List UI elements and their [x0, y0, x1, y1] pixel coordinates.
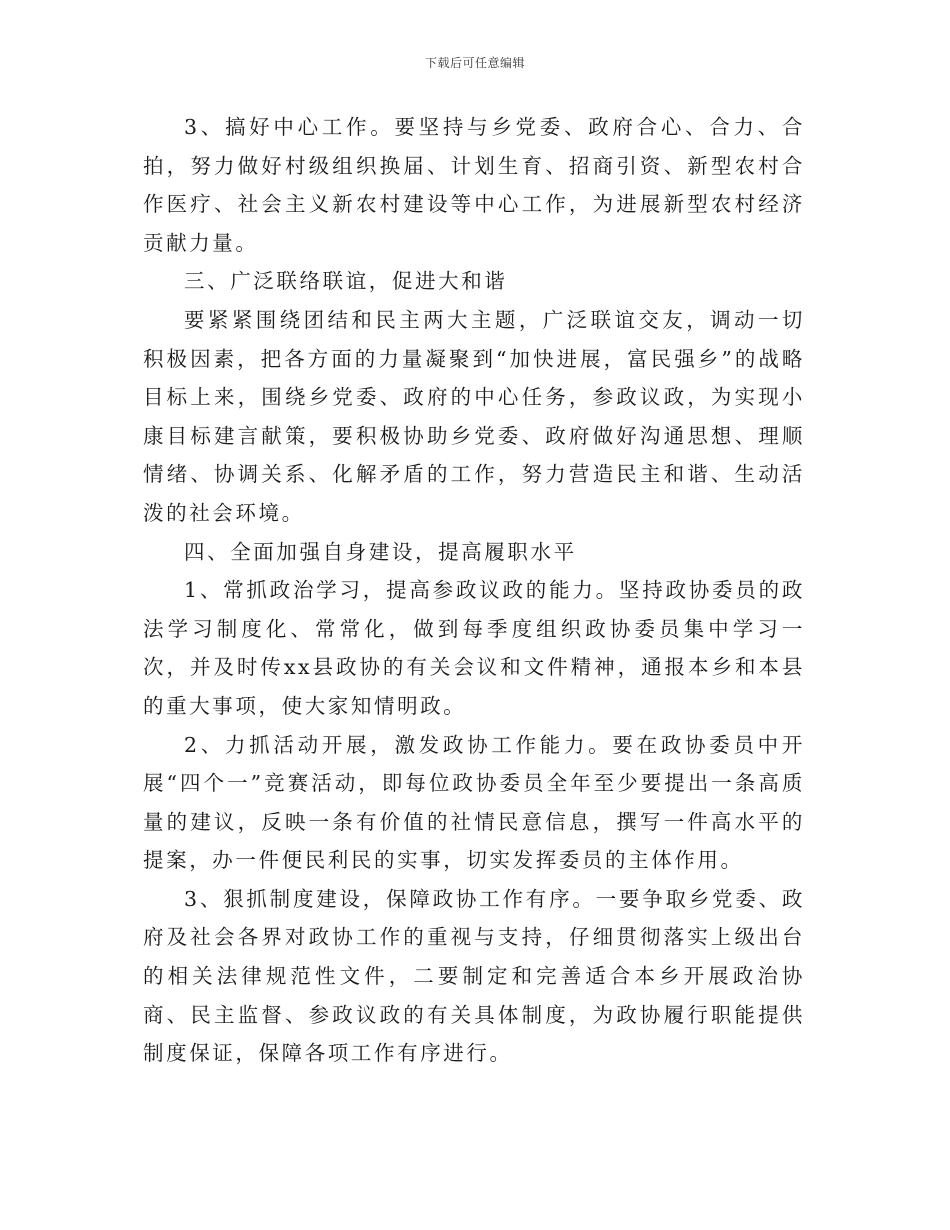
paragraph-center-work: 3、搞好中心工作。要坚持与乡党委、政府合心、合力、合拍，努力做好村级组织换届、计划生育、招商引资、新型农村合作医疗、社会主义新农村建设等中心工作，为进展新型农村经济贡献力量。: [143, 115, 805, 255]
paragraph-liaison: 要紧紧围绕团结和民主两大主题，广泛联谊交友，调动一切积极因素，把各方面的力量凝聚到“加快进展，富民强乡”的战略目标上来，围绕乡党委、政府的中心任务，参政议政，为实现小康目标建言献策，要积极协助乡党委、政府做好沟通思想、理顺情绪、协调关系、化解矛盾的工作，努力营造民主和谐、生动活泼的社会环境。: [143, 307, 805, 525]
paragraph-activities: 2、力抓活动开展，激发政协工作能力。要在政协委员中开展“四个一”竞赛活动，即每位政协委员全年至少要提出一条高质量的建议，反映一条有价值的社情民意信息，撰写一件高水平的提案，办一件便民利民的实事，切实发挥委员的主体作用。: [143, 732, 805, 873]
section-heading-liaison: 三、广泛联络联谊，促进大和谐: [184, 269, 508, 294]
paragraph-political-study: 1、常抓政治学习，提高参政议政的能力。坚持政协委员的政法学习制度化、常常化，做到每季度组织政协委员集中学习一次，并及时传xx县政协的有关会议和文件精神，通报本乡和本县的重大事项，使大家知情明政。: [143, 578, 805, 718]
section-heading-self-building: 四、全面加强自身建设，提高履职水平: [184, 539, 577, 564]
page-header: 下载后可任意编辑: [424, 56, 525, 70]
document-body: [143, 108, 805, 1073]
paragraph-system-building: 3、狠抓制度建设，保障政协工作有序。一要争取乡党委、政府及社会各界对政协工作的重视与支持，仔细贯彻落实上级出台的相关法律规范性文件，二要制定和完善适合本乡开展政治协商、民主监督、参政议政的有关具体制度，为政协履行职能提供制度保证，保障各项工作有序进行。: [143, 886, 805, 1066]
